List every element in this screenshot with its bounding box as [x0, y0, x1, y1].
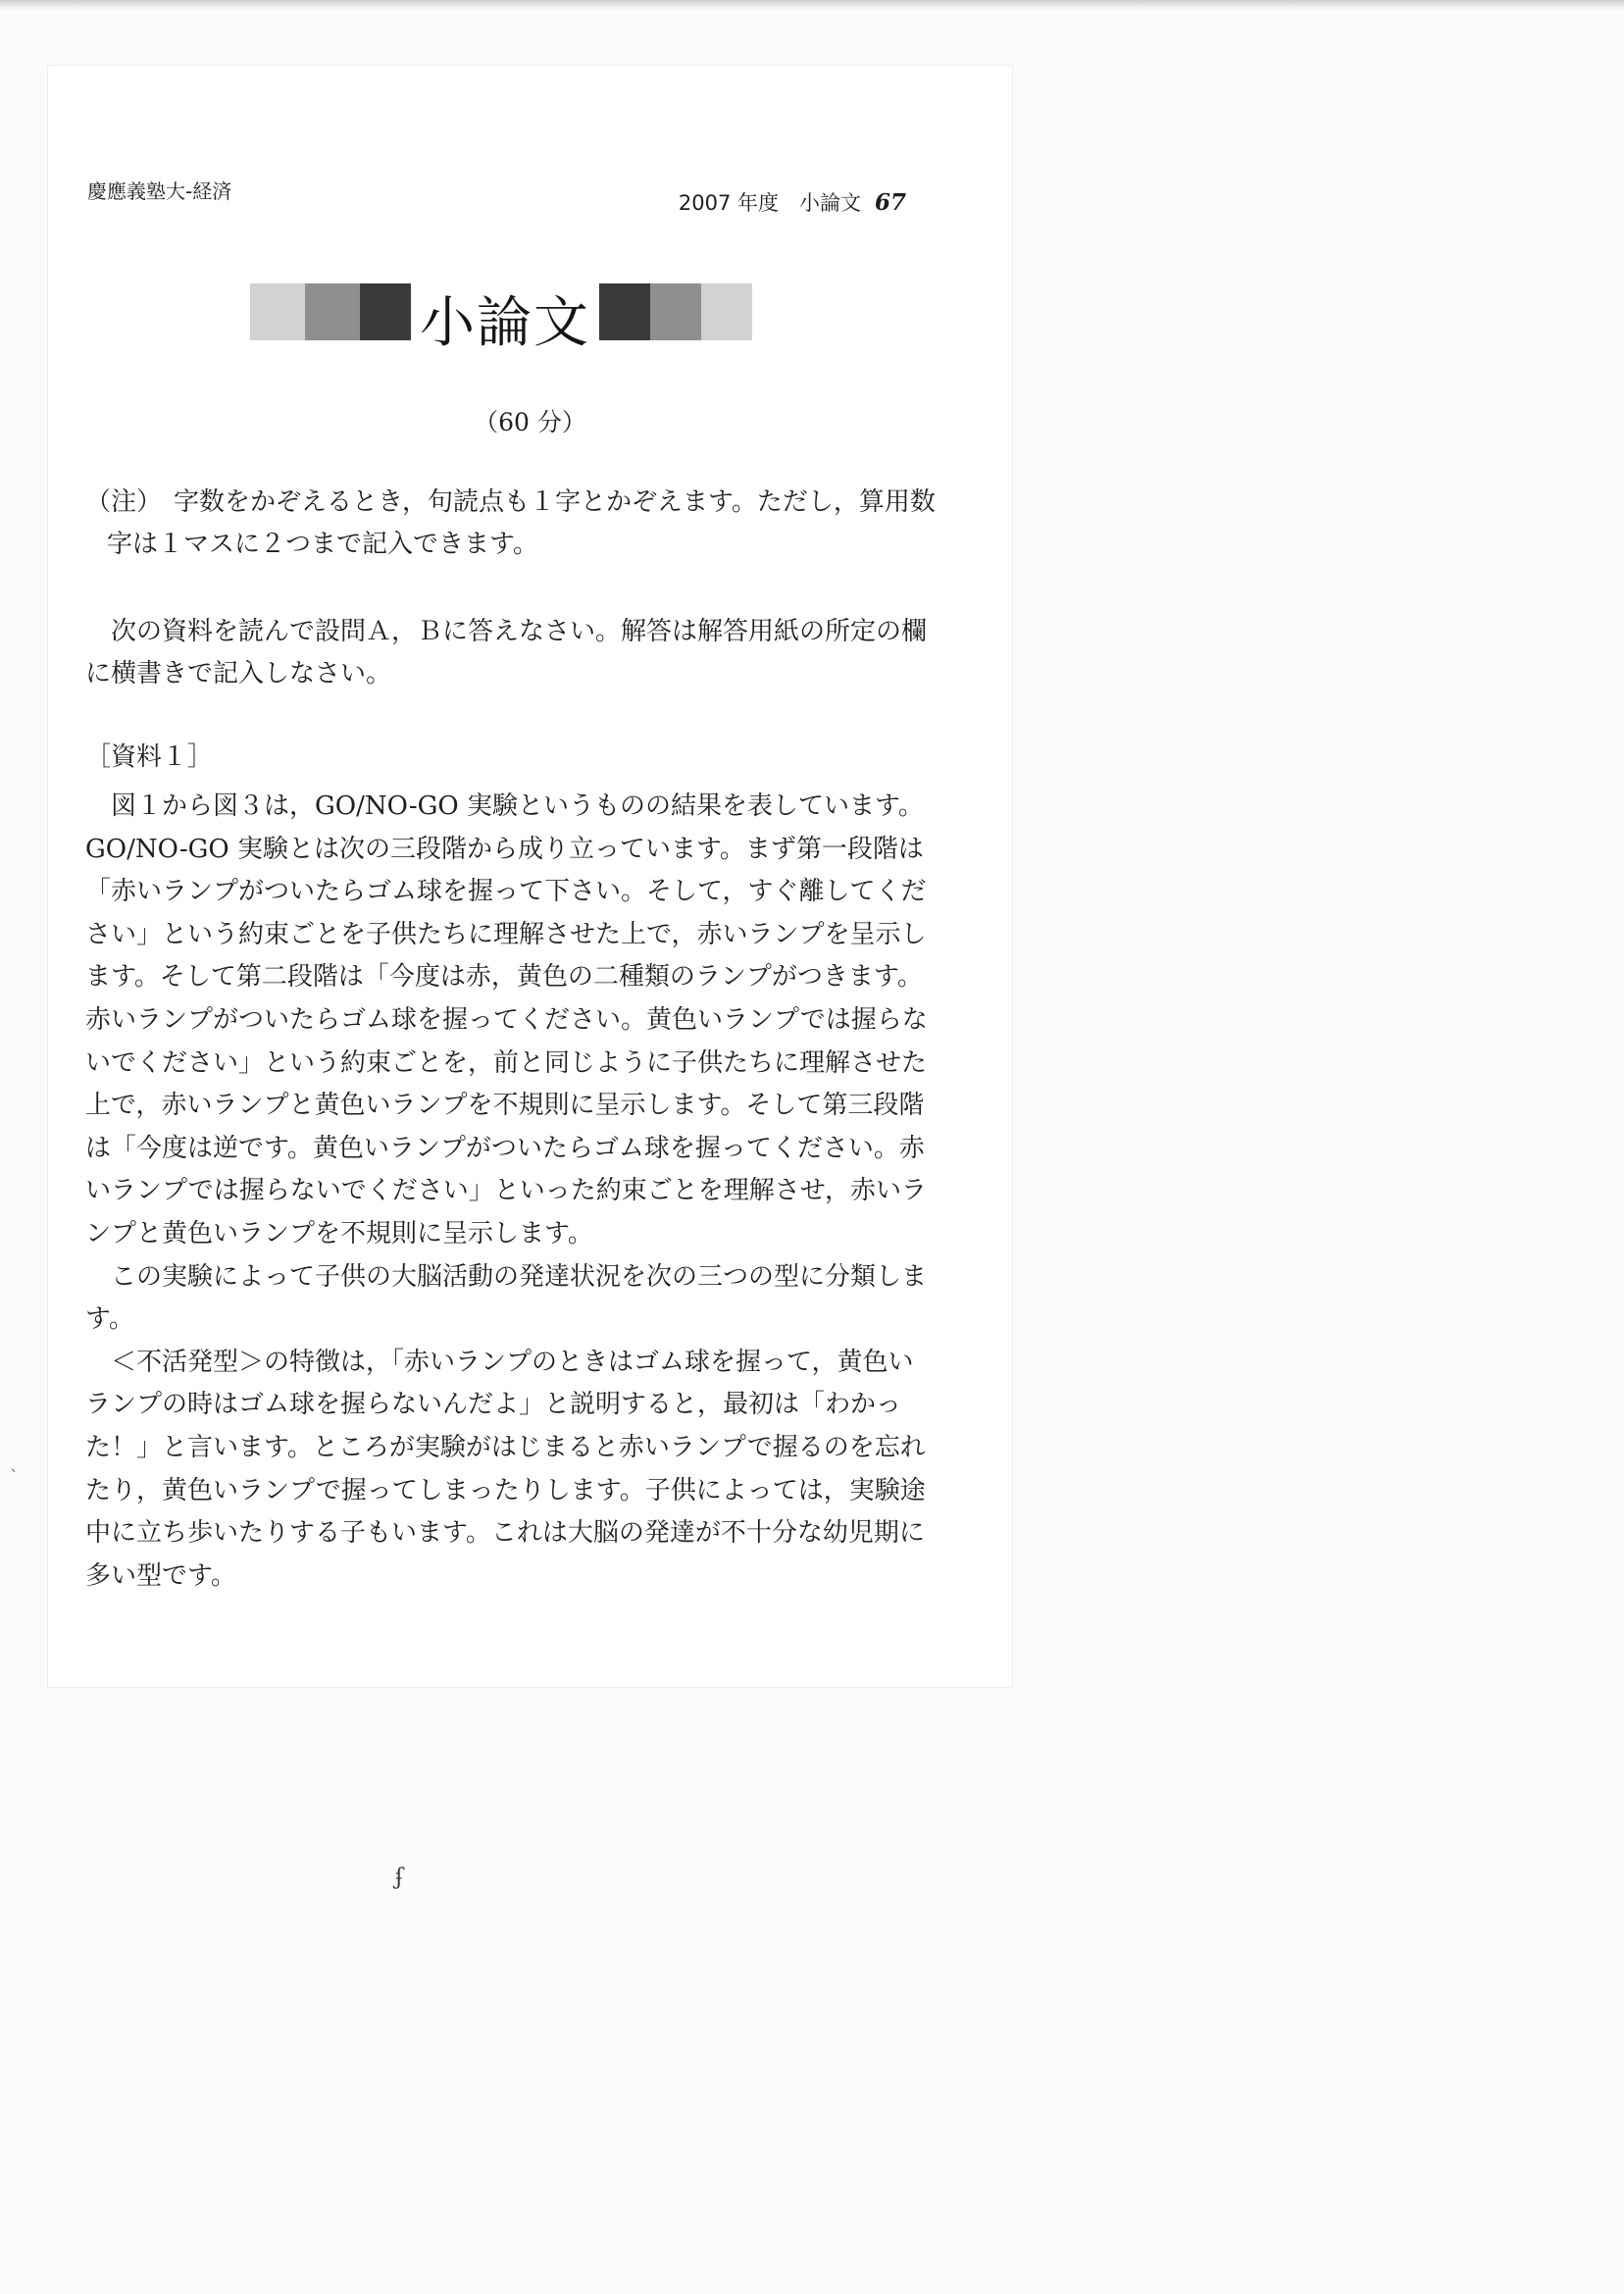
note-label: （注） [85, 487, 163, 517]
material-text [85, 786, 978, 1598]
instructions-paragraph [85, 611, 978, 695]
material-line: た！」と言います。ところが実験がはじまると赤いランプで握るのを忘れ [85, 1432, 926, 1462]
material-line: 赤いランプがついたらゴム球を握ってください。黄色いランプでは握らな [85, 1004, 928, 1035]
material-line: ＜不活発型＞の特徴は，「赤いランプのときはゴム球を握って，黄色い [111, 1347, 914, 1377]
material-line: ンプと黄色いランプを不規則に呈示します。 [85, 1218, 593, 1249]
exam-page [47, 65, 1013, 1688]
material-line: ます。そして第二段階は「今度は赤，黄色の二種類のランプがつきます。 [85, 962, 923, 993]
banner-title: 小論文 [420, 291, 590, 355]
material-line: 上で，赤いランプと黄色いランプを不規則に呈示します。そして第三段階 [85, 1091, 925, 1121]
material-line: す。 [85, 1304, 134, 1335]
material-line: 「赤いランプがついたらゴム球を握って下さい。そして，すぐ離してくだ [85, 877, 927, 907]
material-line: いランプでは握らないでください」といった約束ごとを理解させ，赤いラ [85, 1176, 928, 1206]
exam-duration: （60 分） [474, 408, 586, 436]
material-line: さい」という約束ごとを子供たちに理解させた上で，赤いランプを呈示し [85, 919, 927, 949]
material-line: は「今度は逆です。黄色いランプがついたらゴム球を握ってください。赤 [85, 1133, 925, 1163]
header-year-subject-text: 2007 年度 小論文 [678, 191, 861, 215]
material-line: たり，黄色いランプで握ってしまったりします。子供によっては，実験途 [85, 1475, 926, 1505]
note-line-2: 字は１マスに２つまで記入できます。 [107, 530, 538, 559]
section-title: ［資料１］ [85, 742, 214, 772]
scan-speck: ˋ [10, 1467, 19, 1488]
material-line: この実験によって子供の大脳活動の発達状況を次の三つの型に分類しま [111, 1261, 928, 1292]
note-line-1 [85, 482, 978, 524]
header-year-subject [679, 187, 906, 217]
banner-block-3 [360, 283, 411, 340]
material-line: 中に立ち歩いたりする子もいます。これは大脳の発達が不十分な幼児期に [85, 1518, 925, 1549]
banner-block-5 [650, 283, 701, 340]
banner-block-2 [305, 283, 360, 340]
material-line: 多い型です。 [85, 1560, 236, 1591]
scan-edge-shadow [0, 0, 1624, 10]
material-line: GO/NO-GO 実験とは次の三段階から成り立っています。まず第一段階は [85, 834, 924, 864]
header-university: 慶應義塾大-経済 [87, 179, 232, 203]
material-line: ランプの時はゴム球を握らないんだよ」と説明すると，最初は「わかっ [85, 1390, 902, 1420]
banner-block-6 [701, 283, 752, 340]
note-line-1-text: 字数をかぞえるとき，句読点も１字とかぞえます。ただし，算用数 [174, 487, 936, 517]
note-paragraph [85, 482, 978, 566]
scan-speck: ʄ [395, 1865, 404, 1890]
page-number: 67 [874, 189, 906, 216]
material-line: 図１から図３は，GO/NO-GO 実験というものの結果を表しています。 [111, 791, 924, 821]
banner-block-4 [599, 283, 650, 340]
intro-line-2: に横書きで記入しなさい。 [85, 659, 392, 688]
intro-line-1: 次の資料を読んで設問Ａ，Ｂに答えなさい。解答は解答用紙の所定の欄 [111, 617, 928, 646]
banner-block-1 [250, 283, 305, 340]
material-line: いでください」という約束ごとを，前と同じように子供たちに理解させた [85, 1047, 928, 1078]
subject-banner [250, 283, 752, 355]
